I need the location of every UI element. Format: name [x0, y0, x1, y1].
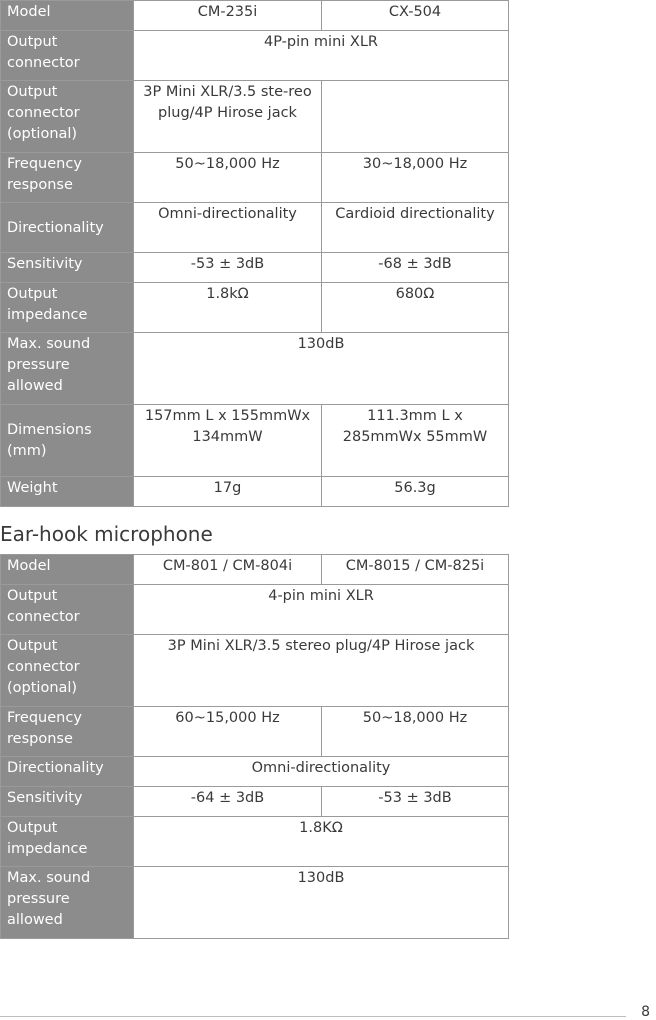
row-label-max-spl: Max. sound pressure allowed [1, 867, 134, 939]
row-label-output-connector: Output connector [1, 31, 134, 81]
table-row [1, 757, 509, 787]
row-label-sensitivity: Sensitivity [1, 253, 134, 283]
row-label-output-connector-optional: Output connector (optional) [1, 81, 134, 153]
table-row [1, 283, 509, 333]
weight-b: 56.3g [322, 477, 509, 507]
sensitivity-b: -53 ± 3dB [322, 787, 509, 817]
table-row [1, 31, 509, 81]
spec-table-handheld [0, 0, 509, 507]
table-row [1, 333, 509, 405]
table-row [1, 81, 509, 153]
table-row [1, 253, 509, 283]
output-impedance-a: 1.8kΩ [134, 283, 322, 333]
model-b: CX-504 [322, 1, 509, 31]
model-a: CM-801 / CM-804i [134, 555, 322, 585]
output-impedance-value: 1.8KΩ [134, 817, 509, 867]
sensitivity-a: -53 ± 3dB [134, 253, 322, 283]
table-row [1, 867, 509, 939]
row-label-frequency-response: Frequency response [1, 153, 134, 203]
row-label-model: Model [1, 555, 134, 585]
frequency-response-b: 50~18,000 Hz [322, 707, 509, 757]
output-connector-optional-a: 3P Mini XLR/3.5 ste-reo plug/4P Hirose jack [134, 81, 322, 153]
table-row [1, 817, 509, 867]
max-spl-value: 130dB [134, 867, 509, 939]
row-label-model: Model [1, 1, 134, 31]
model-b: CM-8015 / CM-825i [322, 555, 509, 585]
row-label-output-impedance: Output impedance [1, 283, 134, 333]
row-label-output-impedance: Output impedance [1, 817, 134, 867]
dimensions-b: 111.3mm L x 285mmWx 55mmW [322, 405, 509, 477]
table-row [1, 635, 509, 707]
model-a: CM-235i [134, 1, 322, 31]
table-row [1, 1, 509, 31]
sensitivity-b: -68 ± 3dB [322, 253, 509, 283]
output-connector-value: 4P-pin mini XLR [134, 31, 509, 81]
row-label-frequency-response: Frequency response [1, 707, 134, 757]
page-number: 8 [641, 1004, 650, 1020]
directionality-a: Omni-directionality [134, 203, 322, 253]
table-row [1, 477, 509, 507]
footer-rule [0, 1016, 626, 1017]
table-row [1, 585, 509, 635]
frequency-response-b: 30~18,000 Hz [322, 153, 509, 203]
row-label-output-connector-optional: Output connector (optional) [1, 635, 134, 707]
table-row [1, 203, 509, 253]
frequency-response-a: 50~18,000 Hz [134, 153, 322, 203]
row-label-sensitivity: Sensitivity [1, 787, 134, 817]
directionality-value: Omni-directionality [134, 757, 509, 787]
output-connector-optional-b [322, 81, 509, 153]
row-label-dimensions: Dimensions (mm) [1, 405, 134, 477]
table-row [1, 707, 509, 757]
output-impedance-b: 680Ω [322, 283, 509, 333]
output-connector-value: 4-pin mini XLR [134, 585, 509, 635]
max-spl-value: 130dB [134, 333, 509, 405]
directionality-b: Cardioid directionality [322, 203, 509, 253]
row-label-output-connector: Output connector [1, 585, 134, 635]
table-row [1, 787, 509, 817]
weight-a: 17g [134, 477, 322, 507]
output-connector-optional-value: 3P Mini XLR/3.5 stereo plug/4P Hirose jack [134, 635, 509, 707]
row-label-directionality: Directionality [1, 757, 134, 787]
spec-table-ear-hook [0, 554, 509, 939]
row-label-directionality: Directionality [1, 203, 134, 253]
table-row [1, 405, 509, 477]
row-label-max-spl: Max. sound pressure allowed [1, 333, 134, 405]
frequency-response-a: 60~15,000 Hz [134, 707, 322, 757]
table-row [1, 153, 509, 203]
dimensions-a: 157mm L x 155mmWx 134mmW [134, 405, 322, 477]
section-heading: Ear-hook microphone [0, 522, 213, 546]
table-row [1, 555, 509, 585]
sensitivity-a: -64 ± 3dB [134, 787, 322, 817]
row-label-weight: Weight [1, 477, 134, 507]
